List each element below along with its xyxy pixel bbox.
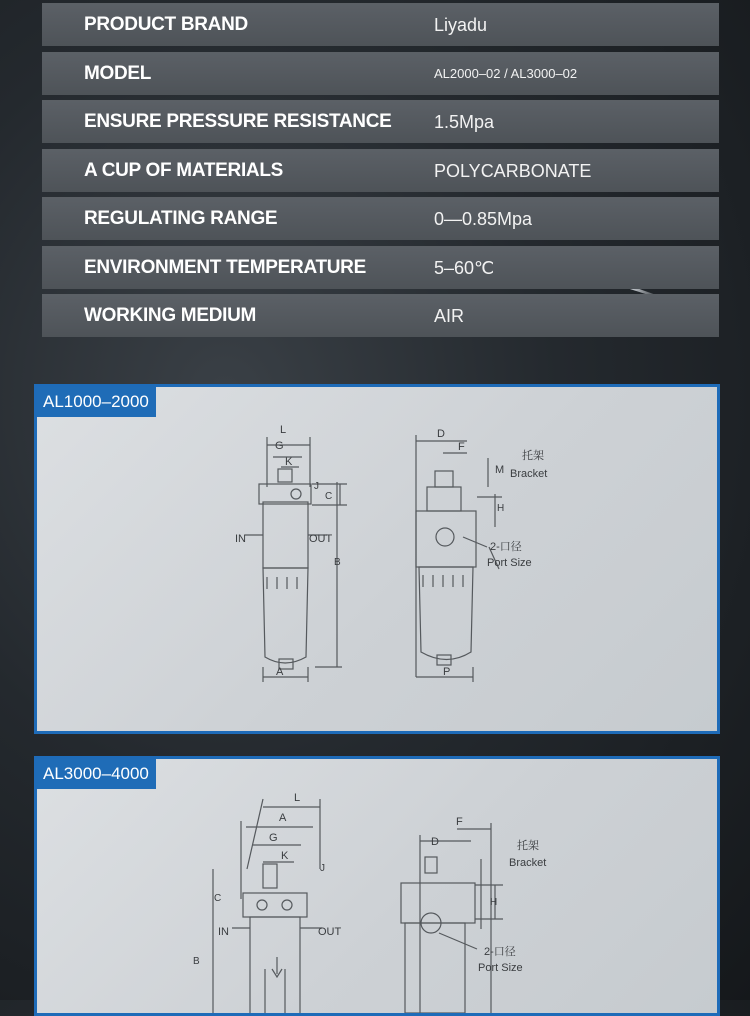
spec-value: 0—0.85Mpa — [434, 209, 533, 229]
dim-label-g: G — [269, 832, 278, 844]
dimension-diagram-al3000-4000 — [34, 756, 720, 1016]
dim-label-f: F — [456, 816, 463, 828]
dim-label-h: H — [490, 897, 498, 908]
dim-label-l: L — [280, 424, 287, 436]
bracket-label-cn: 托架 — [517, 840, 539, 852]
dim-label-b: B — [334, 557, 341, 568]
spec-key: A CUP OF MATERIALS — [84, 159, 284, 181]
spec-row-brand — [42, 3, 719, 46]
dimension-diagram-al1000-2000 — [34, 384, 720, 734]
dim-label-d: D — [431, 836, 439, 848]
dim-label-l: L — [294, 792, 301, 804]
port-label-in: IN — [218, 926, 229, 938]
diagram-tag: AL3000–4000 — [37, 759, 156, 789]
dim-label-h: H — [497, 503, 505, 514]
spec-row-medium — [42, 294, 719, 337]
dim-label-g: G — [275, 440, 284, 452]
spec-value: 5–60℃ — [434, 257, 495, 278]
port-size-label-cn: 2-口径 — [490, 541, 522, 553]
dim-label-k: K — [285, 456, 293, 468]
spec-row-model — [42, 52, 719, 95]
port-label-out: OUT — [309, 533, 333, 545]
spec-key: ENVIRONMENT TEMPERATURE — [84, 256, 366, 278]
spec-row-cup-material — [42, 149, 719, 192]
spec-value: Liyadu — [434, 15, 488, 35]
bracket-label-cn: 托架 — [522, 450, 544, 462]
port-size-label-cn: 2-口径 — [484, 946, 516, 958]
dim-label-d: D — [437, 428, 445, 440]
dim-label-c: C — [325, 491, 333, 502]
dimension-drawing — [37, 759, 717, 1013]
spec-key: WORKING MEDIUM — [84, 305, 257, 326]
spec-row-regulating-range — [42, 197, 719, 240]
dim-label-f: F — [458, 441, 465, 453]
spec-key: ENSURE PRESSURE RESISTANCE — [84, 111, 392, 132]
spec-value: 1.5Mpa — [434, 112, 495, 132]
dim-label-j: J — [320, 863, 325, 874]
spec-value: POLYCARBONATE — [434, 160, 592, 181]
bracket-label-en: Bracket — [509, 857, 547, 869]
port-size-label-en: Port Size — [487, 557, 532, 569]
diagram-tag: AL1000–2000 — [37, 387, 156, 417]
dim-label-p: P — [443, 666, 451, 678]
dim-label-a: A — [276, 666, 284, 678]
spec-row-temperature — [42, 246, 719, 289]
port-label-in: IN — [235, 533, 246, 545]
port-size-label-en: Port Size — [478, 962, 523, 974]
bracket-label-en: Bracket — [510, 468, 548, 480]
spec-table — [42, 3, 719, 343]
spec-value: AIR — [434, 306, 465, 326]
dim-label-b: B — [193, 956, 200, 967]
spec-value: AL2000–02 / AL3000–02 — [434, 65, 578, 81]
spec-row-pressure-resistance — [42, 100, 719, 143]
spec-key: PRODUCT BRAND — [84, 14, 248, 35]
spec-key: MODEL — [84, 62, 152, 84]
dim-label-c: C — [214, 893, 222, 904]
dim-label-m: M — [495, 464, 505, 476]
dim-label-k: K — [281, 850, 289, 862]
port-label-out: OUT — [318, 926, 342, 938]
dim-label-j: J — [314, 481, 319, 492]
dim-label-a: A — [279, 812, 287, 824]
spec-key: REGULATING RANGE — [84, 208, 278, 229]
dimension-drawing — [37, 387, 717, 731]
